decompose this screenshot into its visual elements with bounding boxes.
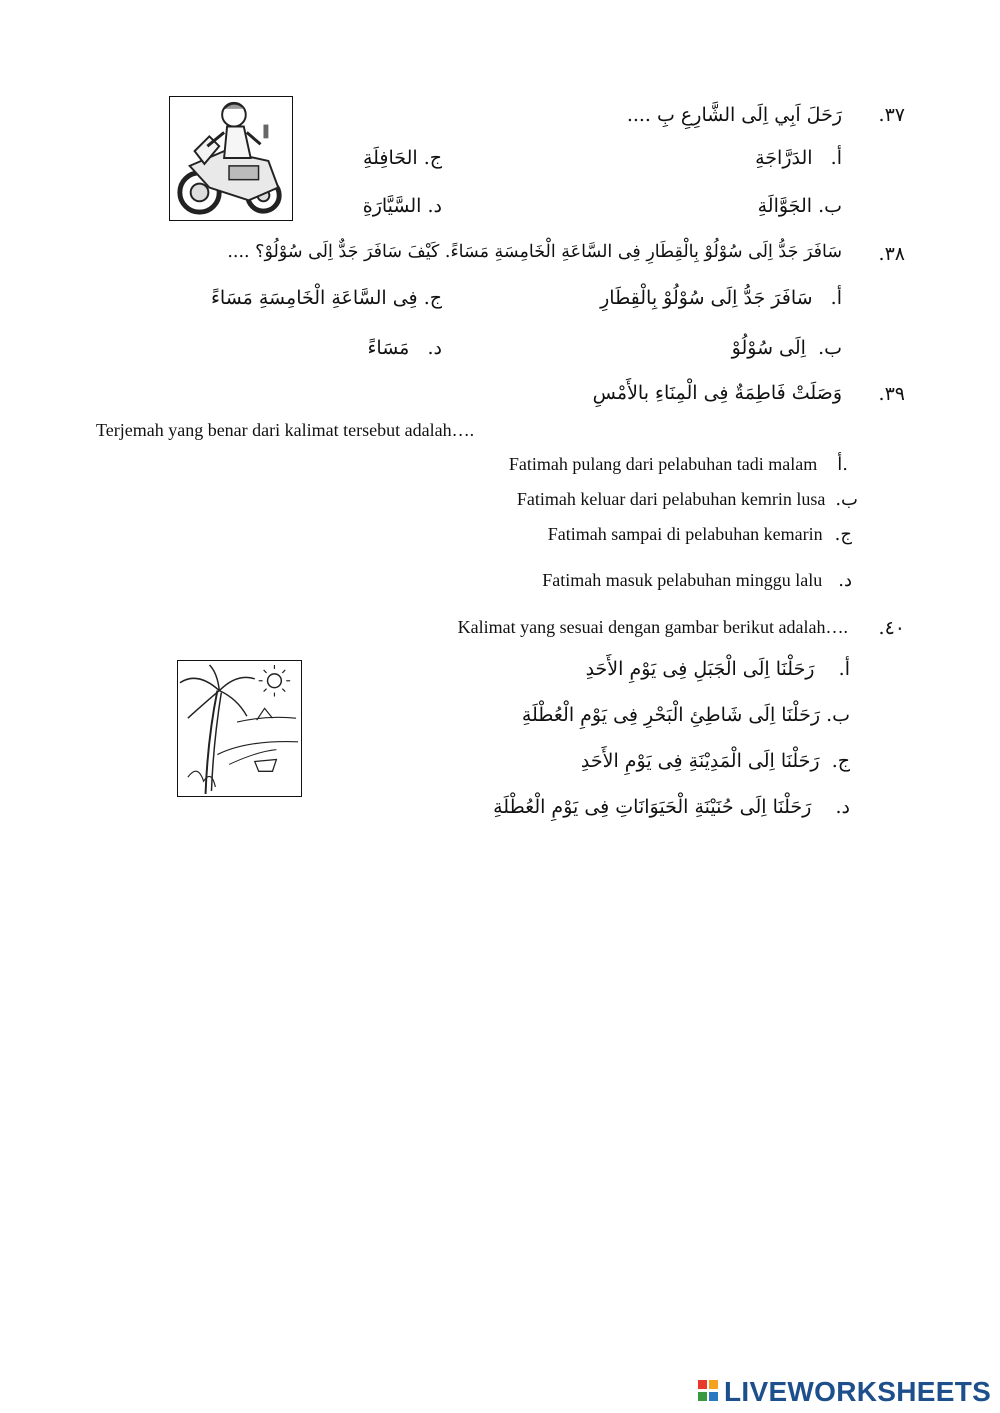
q39-option-c[interactable] bbox=[548, 525, 852, 544]
question-38-number: ٣٨. bbox=[878, 243, 905, 265]
option-text: الحَافِلَةِ bbox=[362, 147, 418, 169]
question-37-number: ٣٧. bbox=[878, 104, 905, 126]
brand-name: LIVEWORKSHEETS bbox=[724, 1376, 992, 1407]
q40-option-c[interactable] bbox=[581, 752, 850, 771]
option-letter: أ. bbox=[830, 287, 842, 309]
liveworksheets-logo[interactable] bbox=[697, 1378, 991, 1406]
q38-option-b[interactable] bbox=[732, 339, 842, 358]
q39-option-a[interactable] bbox=[509, 455, 848, 474]
option-text: السَّيَّارَةِ bbox=[362, 195, 422, 217]
option-letter: ب. bbox=[818, 195, 842, 217]
beach-image bbox=[177, 660, 302, 797]
question-39-text: وَصَلَتْ فَاطِمَةٌ فِى الْمِنَاءِ بالأَمْسِ bbox=[592, 382, 842, 404]
motorcycle-image bbox=[169, 96, 293, 221]
option-text: رَحَلْنَا اِلَى شَاطِئِ الْبَحْرِ فِى يَوْمِ الْعُطْلَةِ bbox=[521, 704, 821, 726]
q38-option-a[interactable] bbox=[600, 289, 842, 308]
q37-option-d[interactable] bbox=[363, 197, 442, 216]
question-37-text: رَحَلَ اَبِي اِلَى الشَّارِعِ بِ .... bbox=[626, 104, 842, 126]
q40-option-b[interactable] bbox=[522, 706, 850, 725]
option-text: اِلَى سُوْلُوْ bbox=[731, 337, 806, 359]
q40-option-d[interactable] bbox=[493, 798, 850, 817]
liveworksheets-mark-icon bbox=[697, 1378, 721, 1406]
q39-option-b[interactable] bbox=[517, 490, 858, 509]
option-letter: د. bbox=[838, 570, 852, 591]
option-text: رَحَلْنَا اِلَى الْجَبَلِ فِى يَوْمِ الأَحَدِ bbox=[585, 658, 815, 680]
q39-option-d[interactable] bbox=[542, 571, 852, 590]
option-letter: أ. bbox=[830, 147, 842, 169]
option-text: Fatimah masuk pelabuhan minggu lalu bbox=[542, 570, 823, 590]
question-38-text: سَافَرَ جَدُّ اِلَى سُوْلُوْ بِالْقِطَارِ فِى السَّاعَةِ الْخَامِسَةِ مَسَاءً. كَيْفَ سَافَرَ جَدٌّ اِلَى سُوْلُوْ؟ .... bbox=[227, 242, 842, 262]
q37-option-c[interactable] bbox=[363, 149, 442, 168]
option-text: سَافَرَ جَدُّ اِلَى سُوْلُوْ بِالْقِطَارِ bbox=[600, 287, 813, 309]
option-letter: ب. bbox=[818, 337, 842, 359]
option-text: Fatimah keluar dari pelabuhan kemrin lusa bbox=[516, 489, 826, 509]
option-letter: أ. bbox=[838, 658, 850, 680]
option-text: رَحَلْنَا اِلَى الْمَدِيْنَةِ فِى يَوْمِ الأَحَدِ bbox=[580, 750, 820, 772]
q38-option-c[interactable] bbox=[211, 289, 442, 308]
option-text: Fatimah sampai di pelabuhan kemarin bbox=[547, 524, 823, 544]
q38-option-d[interactable] bbox=[368, 339, 443, 358]
option-letter: ج. bbox=[423, 287, 442, 309]
question-40-number: ٤٠. bbox=[878, 617, 905, 639]
option-text: الجَوَّالَةِ bbox=[757, 195, 813, 217]
question-39-number: ٣٩. bbox=[878, 383, 905, 405]
option-text: فِى السَّاعَةِ الْخَامِسَةِ مَسَاءً bbox=[210, 287, 418, 309]
option-letter: ب. bbox=[826, 704, 850, 726]
option-letter: أ. bbox=[837, 454, 848, 475]
option-letter: د. bbox=[835, 796, 850, 818]
option-letter: ج. bbox=[834, 524, 852, 545]
q37-option-a[interactable] bbox=[755, 149, 842, 168]
option-letter: ج. bbox=[831, 750, 850, 772]
question-39-instruction: Terjemah yang benar dari kalimat tersebut adalah…. bbox=[96, 420, 475, 440]
option-letter: د. bbox=[427, 195, 442, 217]
option-text: الدَرَّاجَةِ bbox=[755, 147, 813, 169]
option-text: رَحَلْنَا اِلَى حُنَيْنَةِ الْحَيَوَانَاتِ فِى يَوْمِ الْعُطْلَةِ bbox=[493, 796, 812, 818]
q37-option-b[interactable] bbox=[758, 197, 842, 216]
option-letter: ج. bbox=[423, 147, 442, 169]
option-text: مَسَاءً bbox=[367, 337, 410, 359]
q40-option-a[interactable] bbox=[586, 660, 850, 679]
option-letter: د. bbox=[427, 337, 442, 359]
question-40-text: Kalimat yang sesuai dengan gambar berikut adalah…. bbox=[457, 617, 848, 637]
option-text: Fatimah pulang dari pelabuhan tadi malam bbox=[508, 454, 818, 474]
option-letter: ب. bbox=[835, 489, 858, 510]
